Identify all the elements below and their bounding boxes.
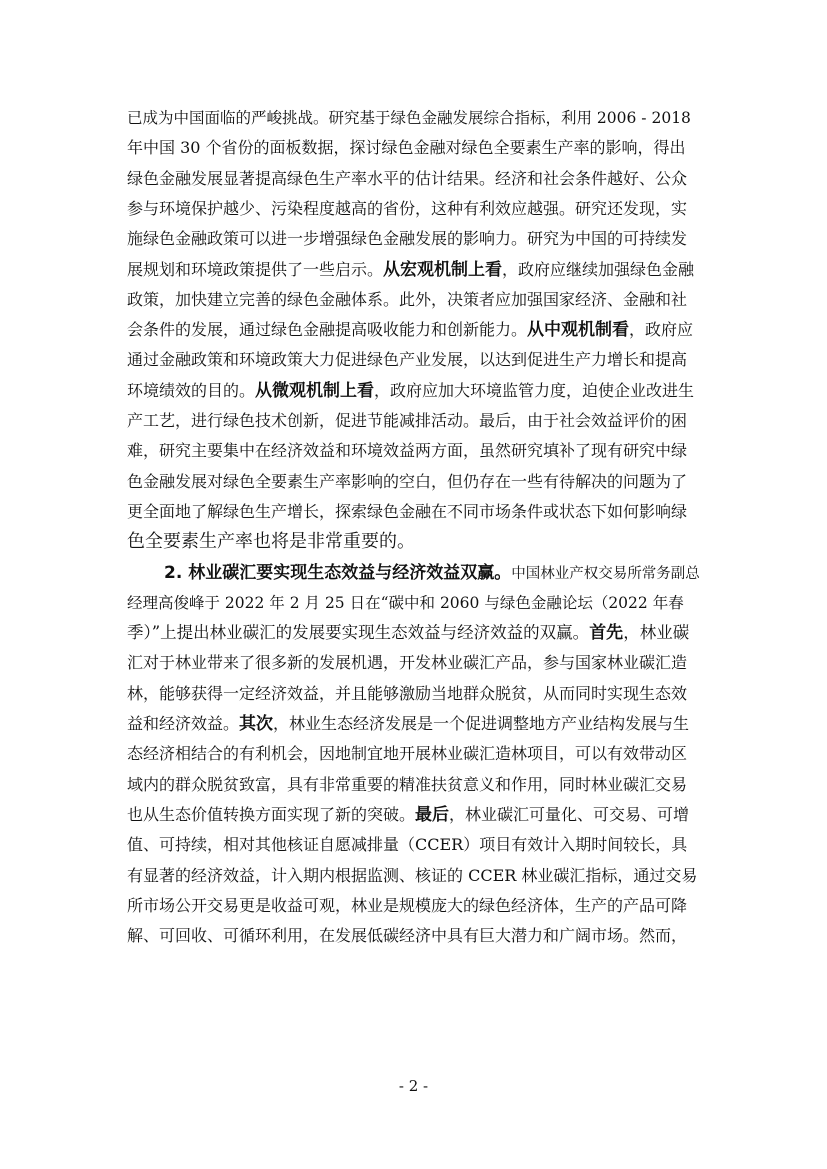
text-line [127,497,700,527]
text-run: 汇对于林业带来了很多新的发展机遇，开发林业碳汇产品，参与国家林业碳汇造 [127,653,688,673]
text-line [127,255,700,285]
text-run: 展规划和环境政策提供了一些启示。 [127,259,384,279]
text-run: 政策，加快建立完善的绿色金融体系。此外，决策者应加强国家经济、金融和社 [127,289,688,309]
text-run: 益和经济效益。 [127,714,240,733]
text-run: 更全面地了解绿色生产增长，探索绿色金融在不同市场条件或状态下如何影响绿 [127,501,688,521]
text-run: 色全要素生产率也将是非常重要的。 [127,531,415,553]
text-run: 会条件的发展，通过绿色金融提高吸收能力和创新能力。 [127,320,528,340]
text-line [127,861,700,891]
text-line [127,830,700,860]
text-line [127,376,700,406]
text-run: ，林业碳 [623,623,690,643]
text-run: 难，研究主要集中在经济效益和环境效益两方面，虽然研究填补了现有研究中绿 [127,441,688,461]
text-line [127,891,700,921]
text-run: 年中国 30 个省份的面板数据，探讨绿色金融对绿色全要素生产率的影响，得出 [127,138,686,158]
text-line [127,406,700,436]
text-run: 参与环境保护越少、污染程度越高的省份，这种有利效应越强。研究还发现，实 [127,198,688,218]
text-run: ，林业碳汇可量化、可交易、可增 [449,804,690,824]
text-run: 经理高俊峰于 2022 年 2 月 25 日在“碳中和 2060 与绿色金融论坛（2022 年春 [127,593,684,612]
text-line [127,739,700,769]
text-line [127,436,700,466]
text-line [127,467,700,497]
text-run: ，政府应加大环境监管力度，迫使企业改进生 [374,380,695,400]
bold-emphasis: 从微观机制上看 [255,380,375,401]
text-line [127,164,700,194]
bold-emphasis: 2. 林业碳汇要实现生态效益与经济效益双赢。 [164,562,512,583]
text-run: 也从生态价值转换方面实现了新的突破。 [127,804,416,824]
text-line [127,800,700,830]
text-run: 通过金融政策和环境政策大力促进绿色产业发展，以达到促进生产力增长和提高 [127,350,688,370]
text-run: 绿色金融发展显著提高绿色生产率水平的估计结果。经济和社会条件越好、公众 [127,168,688,188]
text-run: 色金融发展对绿色全要素生产率影响的空白，但仍存在一些有待解决的问题为了 [127,471,688,491]
text-run: 施绿色金融政策可以进一步增强绿色金融发展的影响力。研究为中国的可持续发 [127,229,688,249]
text-run: 中国林业产权交易所常务副总 [511,565,700,582]
text-line [127,921,700,951]
text-line [127,315,700,345]
text-run: 林，能够获得一定经济效益，并且能够激励当地群众脱贫，从而同时实现生态效 [127,683,688,703]
text-line [127,345,700,375]
bold-emphasis: 其次 [239,714,274,734]
text-line [127,103,700,133]
text-run: ，林业生态经济发展是一个促进调整地方产业结构发展与生 [273,714,690,733]
text-line [127,194,700,224]
text-run: 值、可持续，相对其他核证自愿减排量（CCER）项目有效计入期时间较长，具 [127,835,688,855]
text-run: 有显著的经济效益，计入期内根据监测、核证的 CCER 林业碳汇指标，通过交易 [127,865,698,885]
bold-emphasis: 首先 [589,623,624,644]
text-line [127,618,700,648]
text-line [127,527,700,557]
page-number: - 2 - [398,1077,429,1095]
text-line [127,770,700,800]
text-run: 态经济相结合的有利机会，因地制宜地开展林业碳汇造林项目，可以有效带动区 [127,744,688,764]
bold-emphasis: 从宏观机制上看 [383,259,503,280]
text-run: 已成为中国面临的严峻挑战。研究基于绿色金融发展综合指标，利用 2006 - 2018 [127,109,691,127]
bold-emphasis: 最后 [415,804,450,825]
text-line [127,709,700,739]
text-line [127,679,700,709]
text-run: 季）”上提出林业碳汇的发展要实现生态效益与经济效益的双赢。 [127,623,590,643]
text-run: ，政府应 [629,320,694,340]
text-line [164,558,700,588]
text-run: 域内的群众脱贫致富，具有非常重要的精准扶贫意义和作用，同时林业碳汇交易 [127,774,688,794]
text-run: ，政府应继续加强绿色金融 [502,259,695,279]
text-run: 产工艺，进行绿色技术创新，促进节能减排活动。最后，由于社会效益评价的困 [127,411,688,430]
text-run: 所市场公开交易更是收益可观，林业是规模庞大的绿色经济体，生产的产品可降 [127,895,688,915]
text-run: 环境绩效的目的。 [127,380,256,400]
text-run: 解、可回收、可循环利用，在发展低碳经济中具有巨大潜力和广阔市场。然而， [127,926,688,946]
text-line [127,133,700,163]
text-line [127,285,700,315]
text-line [127,588,700,618]
bold-emphasis: 从中观机制看 [527,320,630,341]
text-line [127,224,700,254]
text-line [127,648,700,678]
